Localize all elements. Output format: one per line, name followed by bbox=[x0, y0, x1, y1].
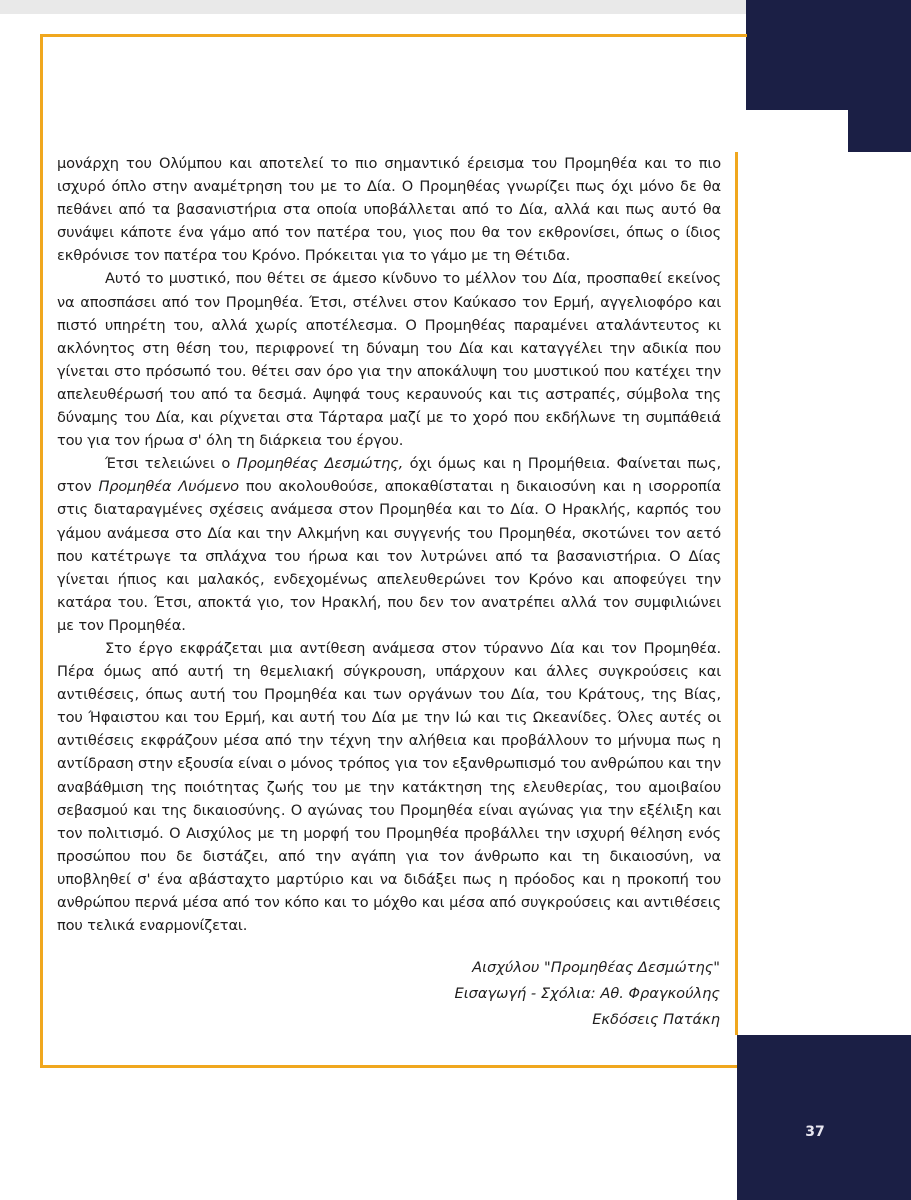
paragraph-3-run-5: που ακολουθούσε, αποκαθίσταται η δικαιοσύνη και η ισορροπία στις διαταραγμένες σχέσεις ανάμεσα στον Προμηθέα και το Δία. Ο Ηρακλής, καρπός του γάμου ανάμεσα στο Δία και την Αλκμήνη και συγγενής του Προμηθέα, σκοτώνει τον αετό που κατέτρωγε τα σπλάχνα του ήρωα και τον λυτρώνει από τα βασανιστήρια. Ο Δίας γίνεται ήπιος και μαλακός, ενδεχομένως απελευθερώνει τον Κρόνο και αποφεύγει την κατάρα του. Έτσι, αποκτά γιο, τον Ηρακλή, που δεν τον ανατρέπει αλλά τον συμφιλιώνει με τον Προμηθέα. bbox=[57, 478, 721, 634]
paragraph-2-run-1: Αυτό το μυστικό, που θέτει σε άμεσο κίνδυνο το μέλλον του Δία, προσπαθεί εκείνος να αποσπάσει από τον Προμηθέα. Έτσι, στέλνει στον Καύκασο τον Ερμή, αγγελιοφόρο και πιστό υπηρέτη του, αλλά χωρίς αποτέλεσμα. Ο Προμηθέας παραμένει αταλάντευτος κι ακλόνητος στη θέση του, περιφρονεί τη δύναμη του Δία και καταγγέλει την αδικία που γίνεται στο πρόσωπό του. θέτει σαν όρο για την αποκάλυψη του μυστικού που κατέχει την απελευθέρωσή του από τα δεσμά. Αψηφά τους κεραυνούς και τις αστραπές, σύμβολα της δύναμης του Δία, και ρίχνεται στα Τάρταρα μαζί με το χορό που εκδήλωνε τη συμπάθειά του για τον ήρωα σ' όλη τη διάρκεια του έργου. bbox=[57, 270, 721, 450]
navy-corner-block-bottom bbox=[737, 1035, 911, 1200]
paragraph-4-run-1: Στο έργο εκφράζεται μια αντίθεση ανάμεσα στον τύραννο Δία και τον Προμηθέα. Πέρα όμως από αυτή τη θεμελιακή σύγκρουση, υπάρχουν και άλλες συγκρούσεις και αντιθέσεις, όπως αυτή του Προμηθέα και των οργάνων του Δία, του Κράτους, της Βίας, του Ήφαιστου και του Ερμή, και αυτή του Δία με την Ιώ και τις Ωκεανίδες. Όλες αυτές οι αντιθέσεις εκφράζουν μέσα από την τέχνη την αλήθεια και προβάλλουν το μήνυμα πως η αντίδραση στην εξουσία είναι ο μόνος τρόπος για τον εξανθρωπισμό του ανθρώπου και την αναβάθμιση της ποιότητας ζωής του με την κατάκτηση της ελευθερίας, του αμοιβαίου σεβασμού και της δικαιοσύνης. Ο αγώνας του Προμηθέα είναι αγώνας για την εξέλιξη και τον πολιτισμό. Ο Αισχύλος με τη μορφή του Προμηθέα προβάλλει την ισχυρή θέληση ενός προσώπου που δε διστάζει, από την αγάπη για τον άνθρωπο και τη δικαιοσύνη, να υποβληθεί σ' ένα αβάσταχτο μαρτύριο και να διδάξει πως η πρόοδος και η προκοπή του ανθρώπου περνά μέσα από τον κόπο και το μόχθο και μέσα από συγκρούσεις και αντιθέσεις που τελικά εναρμονίζεται. bbox=[57, 639, 721, 935]
paragraph-1 bbox=[57, 152, 721, 267]
navy-corner-block-top bbox=[746, 0, 911, 110]
paragraph-3 bbox=[57, 452, 721, 637]
citation-work: Αισχύλου "Προμηθέας Δεσμώτης" bbox=[472, 959, 720, 976]
paragraph-2 bbox=[57, 267, 721, 452]
paragraph-3-run-3: όχι όμως και η Προμήθεια. Φαίνεται πως, στον bbox=[57, 455, 722, 496]
body-text bbox=[57, 152, 721, 937]
citation-editor: Εισαγωγή - Σχόλια: Αθ. Φραγκούλης bbox=[454, 985, 720, 1002]
paragraph-4 bbox=[57, 637, 721, 937]
title-prometheus-bound: Προμηθέας Δεσμώτης, bbox=[236, 455, 404, 473]
yellow-frame-right-edge bbox=[735, 152, 738, 1035]
page-number: 37 bbox=[805, 1124, 825, 1140]
source-citation bbox=[455, 955, 720, 1033]
navy-side-tab bbox=[848, 110, 911, 152]
citation-publisher: Εκδόσεις Πατάκη bbox=[592, 1011, 720, 1028]
title-prometheus-unbound: Προμηθέα Λυόμενο bbox=[98, 478, 239, 496]
paragraph-1-run-1: μονάρχη του Ολύμπου και αποτελεί το πιο σημαντικό έρεισμα του Προμηθέα και το πιο ισχυρό όπλο στην αναμέτρηση του με το Δία. Ο Προμηθέας γνωρίζει πως όχι μόνο δε θα πεθάνει από τα βασανιστήρια στα οποία υποβάλλεται από το Δία, αλλά και πως αυτό θα συνάψει κάποτε ένα γάμο από τον πατέρα του, γιος που θα τον εκθρονίσει, όπως ο ίδιος εκθρόνισε τον πατέρα του Κρόνο. Πρόκειται για το γάμο με τη Θέτιδα. bbox=[57, 155, 721, 265]
paragraph-3-run-1: Έτσι τελειώνει ο bbox=[105, 455, 237, 473]
